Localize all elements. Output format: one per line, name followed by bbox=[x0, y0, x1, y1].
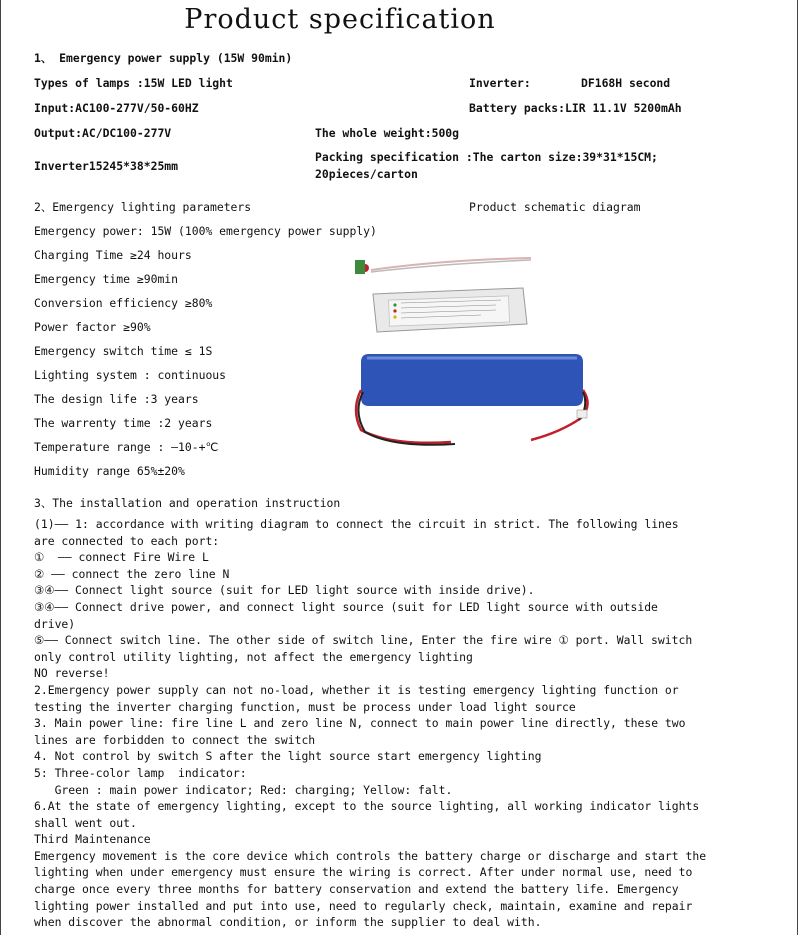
instruction-line: lines are forbidden to connect the switch bbox=[34, 732, 316, 747]
param-line: Emergency switch time ≤ 1S bbox=[34, 344, 213, 358]
instruction-line: NO reverse! bbox=[34, 666, 110, 681]
packing-spec-line1: Packing specification :The carton size:39*31*15CM; bbox=[315, 150, 658, 164]
instruction-line: drive) bbox=[34, 616, 76, 631]
section2-heading: 2、Emergency lighting parameters bbox=[34, 200, 252, 214]
instruction-line: charge once every three months for battery conservation and extend the battery life. Emergency bbox=[34, 882, 679, 897]
inverter-size: Inverter15245*38*25mm bbox=[34, 159, 179, 173]
instruction-line: lighting when under emergency must ensure the wiring is correct. After under normal use, need to bbox=[34, 865, 693, 880]
instruction-line: only control utility lighting, not affect the emergency lighting bbox=[34, 649, 473, 664]
battery-spec: Battery packs:LIR 11.1V 5200mAh bbox=[469, 101, 682, 115]
param-line: Conversion efficiency ≥80% bbox=[34, 296, 213, 310]
packing-spec-line2: 20pieces/carton bbox=[315, 167, 418, 181]
inverter-label: Inverter: bbox=[469, 76, 531, 90]
instruction-line: when discover the abnormal condition, or inform the supplier to deal with. bbox=[34, 915, 542, 930]
instruction-line: lighting power installed and put into use, need to regularly check, maintain, examine and repair bbox=[34, 898, 693, 913]
instruction-line: Emergency movement is the core device which controls the battery charge or discharge and start the bbox=[34, 848, 707, 863]
param-line: Emergency power: 15W (100% emergency power supply) bbox=[34, 224, 377, 238]
instruction-line: ② —— connect the zero line N bbox=[34, 566, 230, 581]
instruction-line: testing the inverter charging function, must be process under load light source bbox=[34, 699, 576, 714]
param-line: Emergency time ≥90min bbox=[34, 272, 179, 286]
page-title: Product specification bbox=[184, 4, 496, 35]
instruction-line: ⑤—— Connect switch line. The other side of switch line, Enter the fire wire ① port. Wall switch bbox=[34, 633, 693, 648]
driver-box-icon bbox=[373, 288, 527, 332]
instruction-line: Third Maintenance bbox=[34, 832, 151, 847]
product-photo bbox=[331, 250, 591, 450]
instruction-line: 6.At the state of emergency lighting, except to the source lighting, all working indicator lights bbox=[34, 799, 700, 814]
instruction-line: 2.Emergency power supply can not no-load, whether it is testing emergency lighting function or bbox=[34, 682, 679, 697]
weight-spec: The whole weight:500g bbox=[315, 126, 460, 140]
section3-heading: 3、The installation and operation instruction bbox=[34, 496, 341, 510]
section1-heading: 1、 Emergency power supply (15W 90min) bbox=[34, 51, 293, 65]
instructions-block bbox=[34, 516, 734, 931]
instruction-line: Green : main power indicator; Red: charging; Yellow: falt. bbox=[34, 782, 453, 797]
instruction-line: ③④—— Connect light source (suit for LED light source with inside drive). bbox=[34, 583, 535, 598]
lamp-type: Types of lamps :15W LED light bbox=[34, 76, 233, 90]
param-line: Temperature range : —10-+℃ bbox=[34, 440, 219, 454]
output-spec: Output:AC/DC100-277V bbox=[34, 126, 172, 140]
instruction-line: are connected to each port: bbox=[34, 533, 220, 548]
instruction-line: 5: Three-color lamp indicator: bbox=[34, 765, 247, 780]
inverter-model: DF168H second bbox=[581, 76, 671, 90]
param-line: The design life :3 years bbox=[34, 392, 199, 406]
instruction-line: 3. Main power line: fire line L and zero line N, connect to main power line directly, these two bbox=[34, 716, 686, 731]
instruction-line: ① —— connect Fire Wire L bbox=[34, 550, 209, 565]
cable-icon bbox=[355, 258, 531, 274]
param-line: Charging Time ≥24 hours bbox=[34, 248, 192, 262]
instruction-line: shall went out. bbox=[34, 815, 137, 830]
param-line: Power factor ≥90% bbox=[34, 320, 151, 334]
instruction-line: (1)—— 1: accordance with writing diagram to connect the circuit in strict. The following lines bbox=[34, 517, 679, 531]
diagram-label: Product schematic diagram bbox=[469, 200, 641, 214]
input-spec: Input:AC100-277V/50-60HZ bbox=[34, 101, 199, 115]
instruction-line: ③④—— Connect drive power, and connect light source (suit for LED light source with outside bbox=[34, 599, 658, 614]
param-line: Lighting system : continuous bbox=[34, 368, 227, 382]
param-line: The warrenty time :2 years bbox=[34, 416, 213, 430]
param-line: Humidity range 65%±20% bbox=[34, 464, 185, 478]
instruction-line: 4. Not control by switch S after the light source start emergency lighting bbox=[34, 749, 542, 764]
battery-pack-icon bbox=[356, 354, 588, 445]
